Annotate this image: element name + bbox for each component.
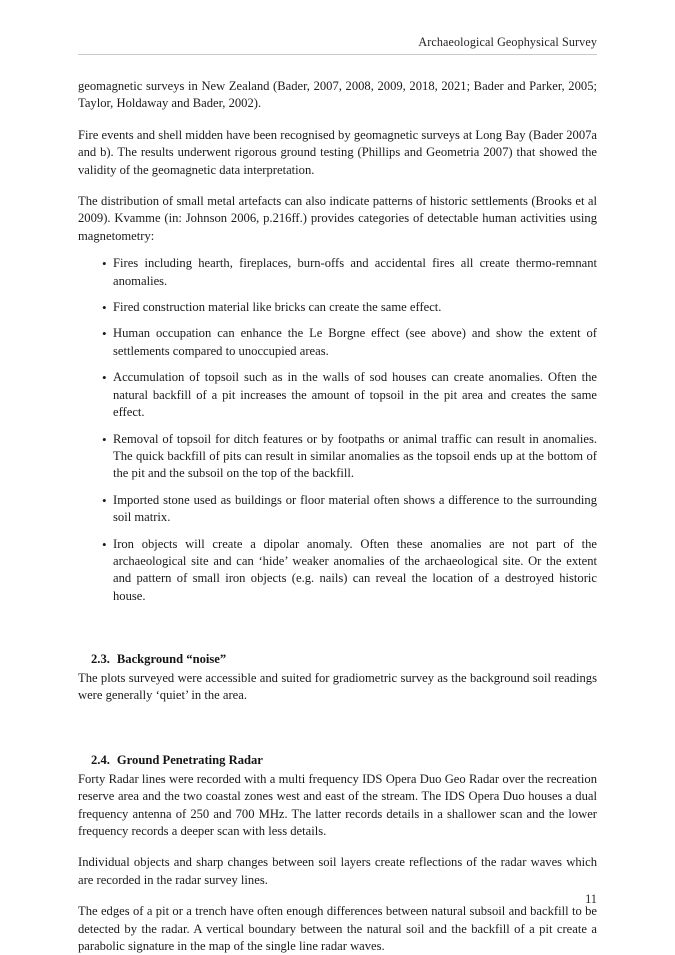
list-item xyxy=(78,536,597,606)
section-paragraph: The plots surveyed were accessible and suited for gradiometric survey as the background soil readings were generally ‘quiet’ in the area. xyxy=(78,670,597,702)
paragraph-metal-artefacts: The distribution of small metal artefacts can also indicate patterns of historic settlements (Brooks et al 2009). Kvamme (in: Johnson 2006, p.216ff.) provides categories of detectable human activities using magnetometry: xyxy=(78,194,597,243)
list-item xyxy=(78,492,597,527)
bullet-icon: • xyxy=(102,300,107,316)
list-item xyxy=(78,431,597,483)
list-item-text: Human occupation can enhance the Le Borgne effect (see above) and show the extent of settlements compared to unoccupied areas. xyxy=(113,326,597,358)
running-header xyxy=(78,34,597,55)
list-item-text: Fires including hearth, fireplaces, burn-offs and accidental fires all create thermo-remnant anomalies. xyxy=(113,256,597,288)
list-item-text: Removal of topsoil for ditch features or by footpaths or animal traffic can result in anomalies. The quick backfill of pits can result in similar anomalies as the topsoil ends up at the bottom of the pit and the subsoil on the top of the backfill. xyxy=(113,431,597,481)
list-item xyxy=(78,299,597,316)
paragraph-continuation: geomagnetic surveys in New Zealand (Bader, 2007, 2008, 2009, 2018, 2021; Bader and Parker, 2005; Taylor, Holdaway and Bader, 2002). xyxy=(78,79,597,111)
bullet-icon: • xyxy=(102,370,107,386)
header-title: Archaeological Geophysical Survey xyxy=(418,35,597,49)
section-spacer xyxy=(78,704,597,752)
list-item xyxy=(78,325,597,360)
section-heading xyxy=(78,651,597,668)
section-title: Ground Penetrating Radar xyxy=(116,753,263,768)
section-number: 2.3. xyxy=(91,652,110,667)
list-item-text: Iron objects will create a dipolar anomaly. Often these anomalies are not part of the archaeological site and can ‘hide’ weaker anomalies of the archaeological site. Or the extent and pattern of small iron objects (e.g. nails) can reveal the location of a destroyed historic house. xyxy=(113,536,597,603)
header-rule xyxy=(78,54,597,55)
page-number: 11 xyxy=(585,892,597,906)
section-spacer xyxy=(78,605,597,651)
bullet-icon: • xyxy=(102,492,107,508)
paragraph-fire-events: Fire events and shell midden have been recognised by geomagnetic surveys at Long Bay (Bader 2007a and b). The results underwent rigorous ground testing (Phillips and Geometria 2007) that showed the validity of the geomagnetic data interpretation. xyxy=(78,127,597,177)
bullet-icon: • xyxy=(102,326,107,342)
list-item-text: Accumulation of topsoil such as in the walls of sod houses can create anomalies. Often the natural backfill of a pit increases the amount of topsoil in the pit area and creates the same effect. xyxy=(113,370,597,420)
section-paragraph: Individual objects and sharp changes between soil layers create reflections of the radar waves which are recorded in the radar survey lines. xyxy=(78,855,597,887)
section-title: Background “noise” xyxy=(116,652,227,667)
magnetometry-activities-list xyxy=(78,255,597,605)
list-item xyxy=(78,369,597,421)
list-item xyxy=(78,255,597,290)
section-heading xyxy=(78,752,597,769)
section-paragraph: The edges of a pit or a trench have often enough differences between natural subsoil and backfill to be detected by the radar. A vertical boundary between the natural soil and the backfill of a pit create a parabolic signature in the map of the single line radar waves. xyxy=(78,904,597,954)
bullet-icon: • xyxy=(102,431,107,447)
bullet-icon: • xyxy=(102,536,107,552)
list-item-text: Fired construction material like bricks can create the same effect. xyxy=(113,300,442,315)
section-ground-penetrating-radar xyxy=(78,752,597,955)
section-number: 2.4. xyxy=(91,753,110,768)
bullet-icon: • xyxy=(102,256,107,272)
section-background-noise xyxy=(78,651,597,704)
list-item-text: Imported stone used as buildings or floor material often shows a difference to the surrounding soil matrix. xyxy=(113,492,597,525)
document-body xyxy=(78,78,597,955)
section-paragraph: Forty Radar lines were recorded with a multi frequency IDS Opera Duo Geo Radar over the recreation reserve area and the two coastal zones west and east of the stream. The IDS Opera Duo houses a dual frequency antenna of 250 and 700 MHz. The latter records details in a shallower scan and the lower frequency records a deeper scan with less details. xyxy=(78,771,597,838)
